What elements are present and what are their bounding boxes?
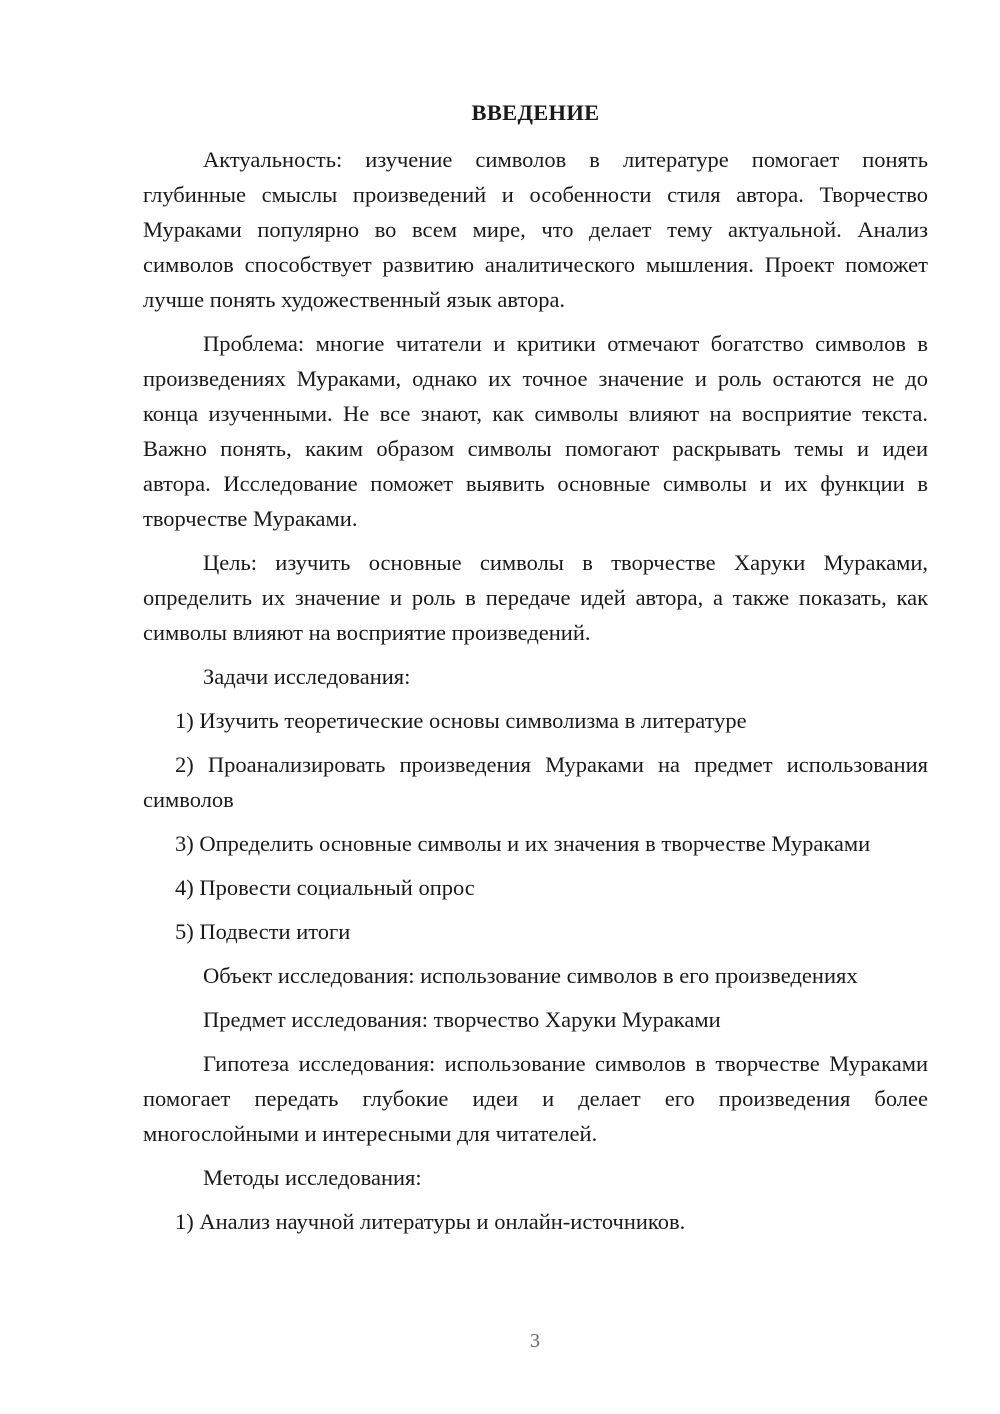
problem-paragraph: Проблема: многие читатели и критики отмечают богатство символов в произведениях Мураками, однако их точное значение и роль остаются не до конца изученными. Не все знают, как символы влияют на восприятие текста. Важно понять, каким образом символы помогают раскрывать темы и идеи автора. Исследование поможет выявить основные символы и их функции в творчестве Мураками. [143,331,928,531]
page-content [143,95,928,1248]
methods-title: Методы исследования: [203,1165,422,1190]
task-item: 1) Изучить теоретические основы символизма в литературе [175,708,747,733]
method-item: 1) Анализ научной литературы и онлайн-источников. [175,1209,686,1234]
goal-paragraph: Цель: изучить основные символы в творчестве Харуки Мураками, определить их значение и роль в передаче идей автора, а также показать, как символы влияют на восприятие произведений. [143,550,928,645]
subject-paragraph: Предмет исследования: творчество Харуки Мураками [203,1007,721,1032]
hypothesis-paragraph: Гипотеза исследования: использование символов в творчестве Мураками помогает передать глубокие идеи и делает его произведения более многослойными и интересными для читателей. [143,1051,928,1146]
page-number: 3 [530,1330,540,1352]
task-item: 5) Подвести итоги [175,919,351,944]
object-paragraph: Объект исследования: использование символов в его произведениях [203,963,858,988]
relevance-paragraph: Актуальность: изучение символов в литературе помогает понять глубинные смыслы произведений и особенности стиля автора. Творчество Мураками популярно во всем мире, что делает тему актуальной. Анализ символов способствует развитию аналитического мышления. Проект поможет лучше понять художественный язык автора. [143,147,928,312]
page-title: ВВЕДЕНИЕ [471,100,600,125]
task-item: 4) Провести социальный опрос [175,875,475,900]
task-item: 3) Определить основные символы и их значения в творчестве Мураками [175,831,871,856]
tasks-title: Задачи исследования: [203,664,411,689]
task-item: 2) Проанализировать произведения Мураками на предмет использования символов [143,752,928,812]
